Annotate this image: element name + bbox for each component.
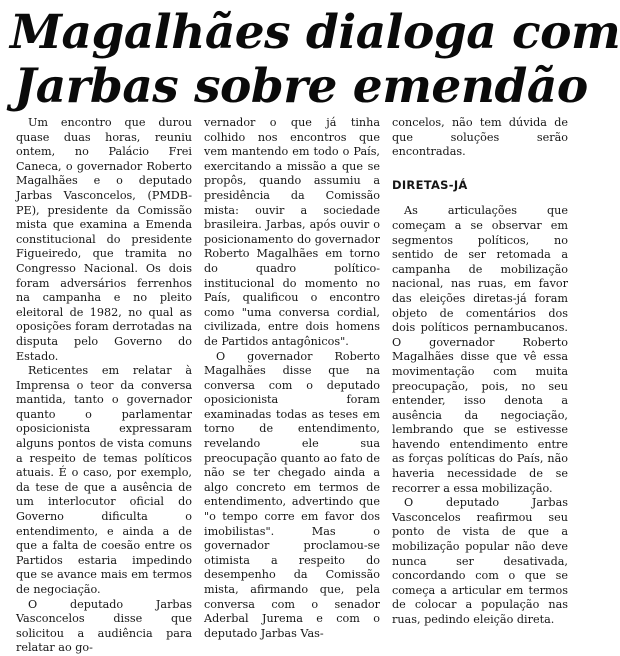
headline-line-2: Jarbas sobre emendão (14, 59, 588, 114)
article-body (16, 116, 572, 655)
paragraph: concelos, não tem dúvida de que soluções serão encontradas. (392, 116, 568, 159)
paragraph: Um encontro que durou quase duas horas, reuniu ontem, no Palácio Frei Caneca, o governador Roberto Magalhães e o deputado Jarbas Vasconcelos, (PMDB-PE), presidente da Comissão mista que examina a Emenda constitucional do presidente Figueiredo, que tramita no Congresso Nacional. Os dois foram adversários ferrenhos na campanha e no pleito eleitoral de 1982, no qual as oposições foram derrotadas na disputa pelo Governo do Estado. (16, 116, 192, 363)
paragraph: O governador Roberto Magalhães disse que na conversa com o deputado oposicionista foram examinadas todas as teses em torno de entendimento, revelando ele sua preocupação quanto ao fato de não se ter chegado ainda a algo concreto em termos de entendimento, advertindo que "o tempo corre em favor dos imobilistas". Mas o governador proclamou-se otimista a respeito do desempenho da Comissão mista, afirmando que, pela conversa com o senador Aderbal Jurema e com o deputado Jarbas Vas- (204, 349, 380, 640)
paragraph: O deputado Jarbas Vasconcelos disse que solicitou a audiência para relatar ao go- (16, 597, 192, 655)
column-3 (392, 116, 568, 626)
column-1 (16, 116, 192, 655)
section-subheading: DIRETAS-JÁ (392, 177, 468, 192)
headline-line-1: Magalhães dialoga com (10, 5, 620, 60)
headline (10, 5, 620, 114)
paragraph: O deputado Jarbas Vasconcelos reafirmou seu ponto de vista de que a mobilização popular não deve nunca ser desativada, concordando com o que se começa a articular em termos de colocar a população nas ruas, pedindo eleição direta. (392, 496, 568, 626)
paragraph: Reticentes em relatar à Imprensa o teor da conversa mantida, tanto o governador quanto o parlamentar oposicionista expressaram alguns pontos de vista comuns a respeito de temas políticos atuais. É o caso, por exemplo, da tese de que a ausência de um interlocutor oficial do Governo dificulta o entendimento, e ainda a de que a falta de coesão entre os Partidos estaria impedindo que se avance mais em termos de negociação. (16, 364, 192, 596)
column-2 (204, 116, 380, 640)
paragraph: vernador o que já tinha colhido nos encontros que vem mantendo em todo o País, exercitando a missão a que se propôs, quando assumiu a presidência da Comissão mista: ouvir a sociedade brasileira. Jarbas, após ouvir o posicionamento do governador Roberto Magalhães em torno do quadro político-institucional do momento no País, qualificou o encontro como "uma conversa cordial, civilizada, entre dois homens de Partidos antagônicos". (204, 116, 380, 348)
paragraph: As articulações que começam a se observar em segmentos políticos, no sentido de ser retomada a campanha de mobilização nacional, nas ruas, em favor das eleições diretas-já foram objeto de comentários dos dois políticos pernambucanos. O governador Roberto Magalhães disse que vê essa movimentação com muita preocupação, pois, no seu entender, isso denota a ausência da negociação, lembrando que se estivesse havendo entendimento entre as forças políticas do País, não haveria necessidade de se recorrer a essa mobilização. (392, 204, 568, 495)
